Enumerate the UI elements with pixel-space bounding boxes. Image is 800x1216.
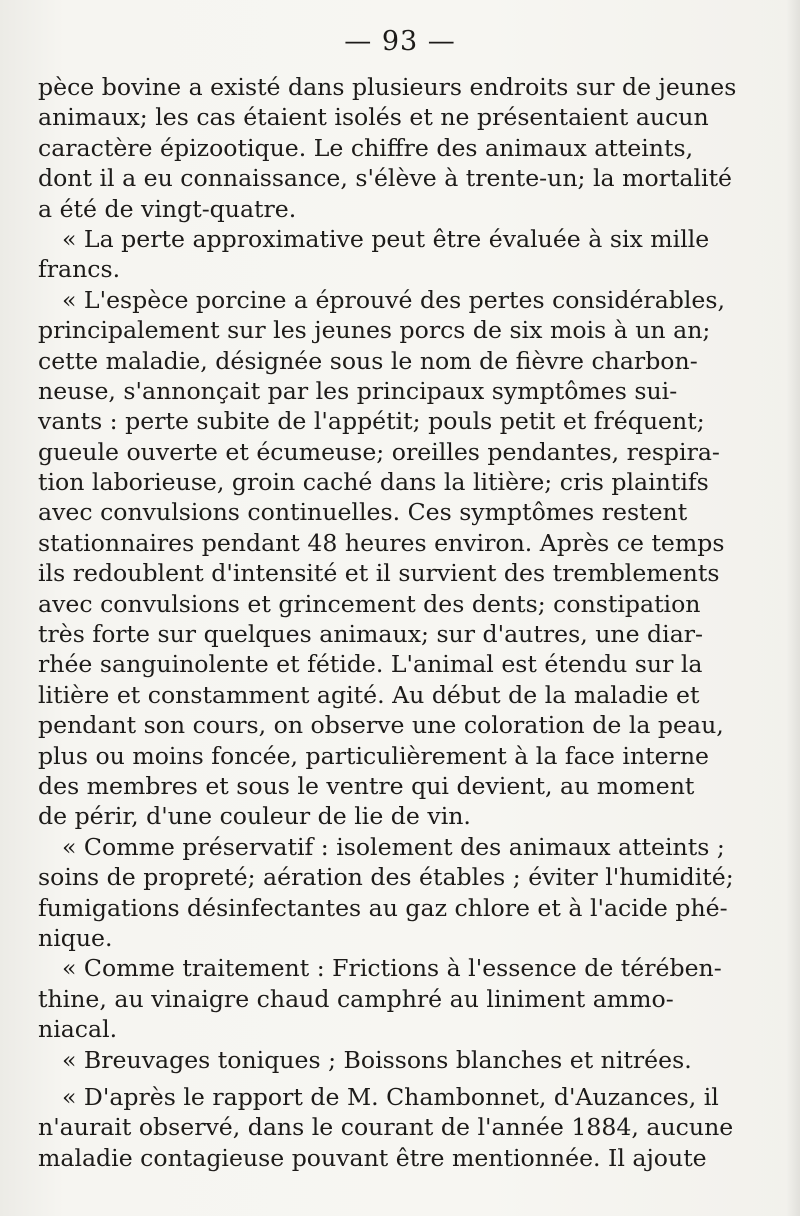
- text-line: « Breuvages toniques ; Boissons blanches et nitrées.: [62, 1045, 692, 1074]
- text-line: dont il a eu connaissance, s'élève à trente-un; la mortalité: [38, 164, 733, 193]
- text-line: des membres et sous le ventre qui devient, au moment: [38, 771, 695, 800]
- text-line: tion laborieuse, groin caché dans la litière; cris plaintifs: [38, 468, 709, 497]
- paragraph-gap: [38, 1075, 656, 1082]
- paragraph-p3: [38, 285, 725, 832]
- text-line: nique.: [38, 923, 113, 952]
- text-line: « La perte approximative peut être évaluée à six mille: [62, 224, 710, 253]
- text-line: thine, au vinaigre chaud camphré au liniment ammo-: [38, 984, 674, 1013]
- text-line: n'aurait observé, dans le courant de l'année 1884, aucune: [38, 1113, 734, 1142]
- text-line: rhée sanguinolente et fétide. L'animal est étendu sur la: [38, 650, 703, 679]
- text-line: « D'après le rapport de M. Chambonnet, d'Auzances, il: [62, 1082, 719, 1111]
- text-line: vants : perte subite de l'appétit; pouls petit et fréquent;: [38, 407, 705, 436]
- text-line: principalement sur les jeunes porcs de six mois à un an;: [38, 316, 711, 345]
- text-line: caractère épizootique. Le chiffre des animaux atteints,: [38, 133, 694, 162]
- text-line: très forte sur quelques animaux; sur d'autres, une diar-: [38, 620, 704, 649]
- text-line: de périr, d'une couleur de lie de vin.: [38, 802, 471, 831]
- text-line: fumigations désinfectantes au gaz chlore et à l'acide phé-: [38, 893, 728, 922]
- text-line: cette maladie, désignée sous le nom de fièvre charbon-: [38, 346, 698, 375]
- text-line: maladie contagieuse pouvant être mentionnée. Il ajoute: [38, 1143, 707, 1172]
- paragraph-p2: [38, 224, 710, 285]
- text-line: pèce bovine a existé dans plusieurs endroits sur de jeunes: [38, 73, 737, 101]
- paragraph-p5: [38, 953, 722, 1044]
- text-line: avec convulsions continuelles. Ces symptômes restent: [38, 498, 688, 527]
- text-line: avec convulsions et grincement des dents; constipation: [38, 589, 701, 618]
- text-line: pendant son cours, on observe une coloration de la peau,: [38, 711, 724, 740]
- paragraph-p7: [38, 1082, 734, 1173]
- paragraph-p1: [38, 72, 737, 224]
- page-number: — 93 —: [344, 26, 456, 57]
- paragraph-p6: [38, 1045, 692, 1075]
- text-line: plus ou moins foncée, particulièrement à la face interne: [38, 741, 710, 770]
- text-line: animaux; les cas étaient isolés et ne présentaient aucun: [38, 103, 709, 132]
- text-line: gueule ouverte et écumeuse; oreilles pendantes, respira-: [38, 437, 720, 466]
- body-text: [38, 72, 737, 1173]
- paragraph-p4: [38, 832, 734, 954]
- text-line: ils redoublent d'intensité et il survient des tremblements: [38, 559, 720, 588]
- text-line: niacal.: [38, 1015, 118, 1044]
- text-line: neuse, s'annonçait par les principaux symptômes sui-: [38, 376, 678, 405]
- text-line: francs.: [38, 255, 121, 284]
- text-line: « Comme traitement : Frictions à l'essence de térében-: [62, 954, 722, 983]
- text-line: litière et constamment agité. Au début de la maladie et: [38, 680, 700, 709]
- text-line: soins de propreté; aération des étables ; éviter l'humidité;: [38, 863, 734, 892]
- text-line: a été de vingt-quatre.: [38, 194, 297, 223]
- text-line: stationnaires pendant 48 heures environ. Après ce temps: [38, 528, 725, 557]
- text-line: « Comme préservatif : isolement des animaux atteints ;: [62, 832, 725, 861]
- text-line: « L'espèce porcine a éprouvé des pertes considérables,: [62, 285, 725, 314]
- page-edge-shadow: [786, 0, 800, 1216]
